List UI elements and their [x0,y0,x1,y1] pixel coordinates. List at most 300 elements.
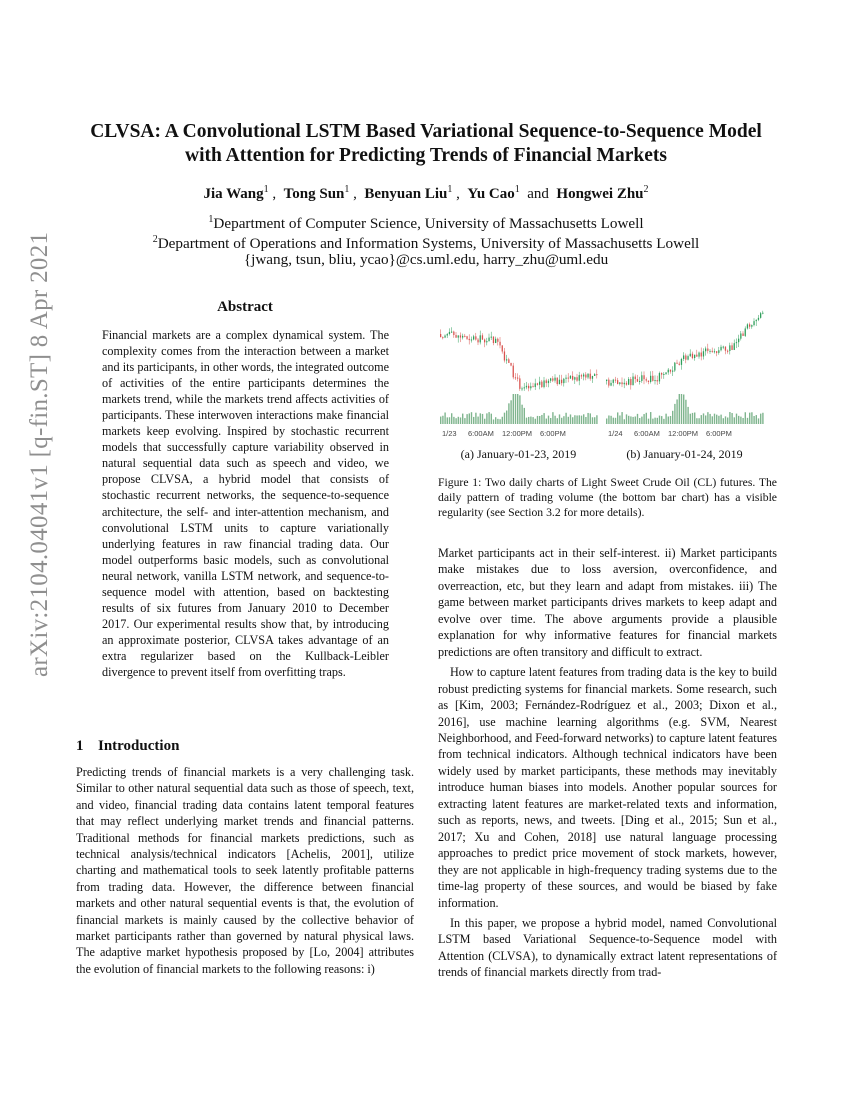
volume-bar [718,416,719,424]
candle-body [486,341,487,342]
candle-body [720,347,721,350]
candle-body [453,332,454,335]
volume-bar [508,403,509,424]
volume-bar [497,419,498,424]
volume-bar [670,416,671,424]
volume-bar [643,414,644,424]
tick-label: 6:00PM [706,429,732,438]
candle-body [539,382,540,385]
candle-body [462,336,463,338]
candle-body [670,370,671,372]
volume-bar [574,415,575,424]
paragraph: In this paper, we propose a hybrid model, named Convolutional LSTM based Variational Sequence-to-Sequence model with Attention (CLVSA), to dynamically extract latent representations of trends of financial markets directly from trad- [438,915,777,980]
author-affil-mark: 1 [514,184,520,195]
subcaption-a: (a) January-01-23, 2019 [460,447,577,461]
volume-bar [709,414,710,424]
volume-bar [563,416,564,424]
candle-body [610,383,611,386]
candle-body [756,320,757,321]
candle-body [559,380,560,384]
volume-bar [519,395,520,424]
arxiv-id: arXiv:2104.04041v1 [q-fin.ST] 8 Apr 2021 [26,231,53,677]
author-name: Benyuan Liu [364,186,448,202]
candle-body [617,380,618,384]
volume-bar [751,412,752,424]
candle-body [499,342,500,346]
title-line-2: with Attention for Predicting Trends of Financial Markets [185,145,667,166]
volume-bar [701,415,702,424]
author-affil-mark: 1 [263,184,269,195]
arxiv-stamp [18,231,66,677]
author-affil-mark: 1 [344,184,350,195]
volume-bar [679,394,680,424]
subcaption-b: (b) January-01-24, 2019 [626,447,743,461]
paragraph: Market participants act in their self-interest. ii) Market participants make mistakes due to loss aversion, overconfidence, and overreaction, etc, but they learn and adapt from mistakes. iii) The game between market participants drives markets to keep adapt and evolve over time. The above arguments provide a plausible explanation for why informative features for financial markets predictions are often transitory and difficult to extract. [438,546,777,659]
candle-body [698,353,699,357]
volume-bar [469,413,470,424]
candle-body [561,380,562,383]
volume-bar [637,414,638,424]
authors-and: and [527,186,549,202]
paragraph: How to capture latent features from trading data is the key to build robust predicting systems for financial markets. Some research, such as [Kim, 2003; Fernández-Rodríguez et al., 2003; Dixon et al., 2016], use machine learning algorithms (e.g. SVM, Nearest Neighborhood, and Feed-forward networks) to capture latent features from technical indicators. Although technical indicators have been widely used by market participants, these methods may inevitably introduce human biases into models. Another popular sources for extracting latent features are market-related texts and information, such as reports, news, and tweets. [Ding et al., 2015; Sun et al., 2017; Xu and Cohen, 2018] use natural language processing approaches to predict price movement of stock markets, however, they are not applicable in high-frequency trading systems due to the time-lag property of these sources, and would be biased by fake information. [438,665,777,910]
candlestick-chart-b [602,296,767,426]
candle-body [652,376,653,381]
volume-bar [696,418,697,424]
candle-body [526,386,527,387]
volume-bar [517,394,518,424]
volume-bar [524,408,525,424]
volume-bar [738,416,739,424]
volume-bar [619,415,620,424]
candle-body [546,380,547,383]
candle-body [650,376,651,382]
candle-body [694,355,695,358]
candle-body [690,354,691,356]
volume-bar [716,415,717,424]
volume-bar [548,416,549,424]
volume-bar [462,414,463,424]
volume-bar [694,412,695,424]
candle-body [464,336,465,337]
candle-body [563,379,564,383]
author-name: Jia Wang [203,186,264,202]
volume-bar [681,394,682,424]
volume-bar [626,414,627,424]
volume-bar [606,418,607,424]
volume-bar [617,412,618,424]
candle-body [495,339,496,343]
candle-body [469,339,470,340]
candle-body [674,363,675,371]
volume-bar [583,414,584,424]
volume-bar [495,417,496,424]
volume-bar [535,419,536,424]
volume-bar [554,416,555,424]
volume-bar [546,419,547,424]
volume-bar [471,412,472,424]
candle-body [596,374,597,375]
volume-bar [690,414,691,424]
candle-body [475,336,476,339]
candle-body [621,382,622,384]
volume-bar [714,414,715,424]
title-line-1: CLVSA: A Convolutional LSTM Based Variational Sequence-to-Sequence Model [90,121,762,142]
volume-bar [657,418,658,424]
volume-bar [683,394,684,424]
volume-bar [530,417,531,424]
author-affil-mark: 2 [643,184,649,195]
candle-body [506,359,507,360]
volume-bar [635,416,636,424]
candle-body [504,351,505,360]
volume-bar [515,394,516,424]
volume-bar [652,419,653,424]
volume-bar [576,415,577,424]
tick-label: 1/23 [442,429,457,438]
volume-bar [473,417,474,424]
candle-body [731,345,732,350]
candle-body [451,332,452,333]
candle-body [736,342,737,343]
volume-bar [504,413,505,424]
volume-bar [521,405,522,424]
volume-bar [565,413,566,424]
tick-label: 12:00PM [668,429,699,438]
volume-bar [665,414,666,424]
candle-body [572,376,573,380]
affiliation-1-text: Department of Computer Science, University of Massachusetts Lowell [213,215,644,233]
volume-bar [621,412,622,424]
volume-bar [466,414,467,424]
volume-bar [762,413,763,424]
candle-body [535,383,536,387]
volume-bar [703,413,704,424]
volume-bar [758,418,759,424]
volume-bar [484,419,485,424]
volume-bar [654,418,655,424]
volume-bar [550,418,551,424]
candle-body [760,313,761,318]
volume-bar [692,413,693,424]
volume-bar [747,418,748,424]
volume-bar [590,413,591,424]
candle-body [550,378,551,380]
candle-body [745,328,746,335]
candle-body [594,374,595,376]
candle-body [543,380,544,387]
candle-body [449,332,450,334]
volume-bar [613,418,614,424]
figure-panel-a [436,296,601,444]
volume-bar [458,417,459,424]
candle-body [460,335,461,337]
candle-body [683,355,684,359]
candle-body [723,347,724,348]
volume-bar [491,414,492,424]
volume-bar [561,418,562,424]
volume-bar [720,415,721,424]
candle-body [554,378,555,381]
volume-bar [648,419,649,424]
volume-bar [541,415,542,424]
candle-body [626,383,627,385]
volume-bar [570,414,571,424]
candle-body [574,377,575,379]
candle-body [557,378,558,384]
volume-bar [447,417,448,424]
candle-body [747,324,748,328]
section-number: 1 [76,738,84,754]
candle-body [541,382,542,387]
volume-bar [581,416,582,424]
candle-body [718,350,719,353]
volume-bar [749,413,750,424]
candle-body [579,375,580,381]
candle-body [510,363,511,366]
candle-body [440,334,441,337]
candle-body [762,313,763,314]
volume-bar [440,417,441,424]
candle-body [488,338,489,342]
author-name: Tong Sun [283,186,345,202]
volume-bar [442,416,443,424]
volume-bar [532,417,533,424]
candle-body [729,345,730,351]
affil-mark: 1 [208,214,214,225]
candle-body [576,377,577,380]
candle-body [619,382,620,384]
tick-label: 6:00AM [634,429,660,438]
affil-mark: 2 [152,234,158,245]
candlestick-chart-a [436,296,601,426]
candle-body [480,335,481,342]
volume-bar [685,400,686,424]
volume-bar [453,417,454,424]
volume-bar [510,400,511,424]
candle-body [585,375,586,378]
candle-body [648,381,649,382]
volume-bar [646,413,647,424]
volume-bar [592,417,593,424]
candle-body [528,386,529,388]
volume-bar [760,414,761,424]
abstract-text: Financial markets are a complex dynamical system. The complexity comes from the interaction between a market and its participants, in other words, the integrated outcome of activities of the entire participants determines the markets trend, while the markets trend affects activities of participants. These interwoven interactions make financial markets keep evolving. Inspired by stochastic recurrent models that successfully capture variability observed in natural sequential data such as speech and video, we propose CLVSA, a hybrid model that consists of stochastic recurrent networks, the sequence-to-sequence architecture, the self- and inter-attention mechanism, and convolutional LSTM units to capture variationally underlying features in raw financial trading data. Our model outperforms basic models, such as convolutional neural network, vanilla LSTM network, and sequence-to-sequence model with attention, based on backtesting results of six futures from January 2010 to December 2017. Our experimental results show that, by introducing an approximate posterior, CLVSA takes advantage of an extra regularizer based on the Kullback-Leibler divergence to prevent itself from overfitting traps. [102,328,389,679]
volume-bar [568,417,569,424]
volume-bar [729,412,730,424]
volume-bar [493,419,494,424]
candle-body [692,354,693,358]
candle-body [703,351,704,356]
volume-bar [674,404,675,424]
candle-body [491,337,492,338]
candle-body [714,351,715,352]
volume-bar [499,419,500,424]
volume-bar [698,418,699,424]
candle-body [676,363,677,364]
tick-label: 12:00PM [502,429,533,438]
candle-body [497,339,498,342]
volume-bar [753,416,754,424]
candle-body [570,376,571,379]
candle-body [493,337,494,343]
candle-body [530,386,531,388]
volume-bar [745,412,746,424]
candle-body [583,375,584,377]
volume-bar [624,419,625,424]
volume-bar [444,412,445,424]
volume-bar [460,417,461,424]
candle-body [473,336,474,339]
volume-bar [543,413,544,424]
candle-body [661,373,662,375]
candle-body [613,380,614,383]
candle-body [663,374,664,375]
candle-body [442,337,443,338]
candle-body [524,387,525,388]
volume-bar [579,415,580,424]
candle-body [628,379,629,385]
volume-bar [596,415,597,424]
author-list: Jia Wang$^1$ , Tong Sun$^1$ , Benyuan Liu$^1$ , Yu Cao$^1$ and Hongwei Zhu$^2$ [203,184,649,202]
candle-body [568,378,569,379]
volume-bar [537,416,538,424]
candle-body [751,325,752,327]
candle-body [519,378,520,388]
candle-body [455,335,456,338]
candle-body [643,375,644,379]
volume-bar [585,417,586,424]
candle-body [712,351,713,352]
volume-bar [630,416,631,424]
candle-body [513,366,514,378]
volume-bar [502,417,503,424]
candle-body [635,377,636,380]
volume-bar [610,416,611,424]
candle-body [537,383,538,384]
candle-body [508,359,509,363]
candle-body [637,379,638,382]
volume-bar [663,419,664,424]
candle-body [657,380,658,381]
candle-body [482,335,483,339]
author-emails: {jwang, tsun, bliu, ycao}@cs.uml.edu, harry_zhu@uml.edu [243,251,609,268]
candle-body [701,353,702,357]
candle-body [738,339,739,343]
tick-label: 6:00PM [540,429,566,438]
candle-body [716,351,717,353]
volume-bar [712,416,713,424]
volume-bar [756,415,757,424]
volume-bar [723,418,724,424]
candle-body [630,379,631,385]
candle-body [615,380,616,381]
volume-bar [727,418,728,424]
volume-bar [475,413,476,424]
volume-bar [449,417,450,424]
volume-bar [659,416,660,424]
candle-body [740,333,741,338]
volume-bar [615,418,616,424]
volume-bar [725,416,726,424]
figure-caption: Figure 1: Two daily charts of Light Sweet Crude Oil (CL) futures. The daily pattern of trading volume (the bottom bar chart) has a visible regularity (see Section 3.2 for more details). [438,476,777,519]
volume-bar [572,417,573,424]
candle-body [665,372,666,374]
candle-body [734,343,735,350]
volume-bar [486,413,487,424]
candle-body [725,347,726,351]
volume-bar [731,413,732,424]
volume-bar [661,416,662,424]
volume-bar [687,407,688,424]
volume-bar [676,399,677,424]
candle-body [679,364,680,365]
section-title: Introduction [98,738,180,754]
candle-body [668,370,669,373]
volume-bar [641,417,642,424]
right-column-text [438,545,777,981]
candle-body [753,321,754,325]
candle-body [590,374,591,379]
candle-body [624,383,625,384]
candle-body [587,374,588,378]
candle-body [581,375,582,376]
candle-body [749,324,750,326]
candle-body [709,351,710,352]
candle-body [639,381,640,382]
volume-bar [455,418,456,424]
candle-body [696,355,697,357]
author-name: Yu Cao [467,186,515,202]
volume-bar [557,418,558,424]
volume-bar [477,417,478,424]
candle-body [592,376,593,379]
intro-text: Predicting trends of financial markets is a very challenging task. Similar to other natural sequential data such as those of speech, text, and video, financial trading data contains latent temporal features that may reflect underlying market trends and financial patterns. Traditional methods for financial markets predictions, such as technical analysis/technical indicators [Achelis, 2001], utilize charting and mathematical tools to seek latently profitable patterns from trading data. However, the difference between financial markets and other natural sequential events is that, the evolution of financial markets is mainly caused by the collective behavior of market participants rather than governed by natural physical laws. The adaptive market hypothesis proposed by [Lo, 2004] attributes the evolution of financial markets to the following reasons: i) [76,765,414,976]
volume-bar [705,415,706,424]
candle-body [632,377,633,386]
author-name: Hongwei Zhu [556,186,644,202]
volume-bar [742,418,743,424]
candle-body [646,379,647,380]
candle-body [685,355,686,359]
abstract-heading: Abstract [217,299,273,315]
section-heading [76,738,179,755]
candle-body [606,380,607,381]
candle-body [659,373,660,381]
volume-bar [594,417,595,424]
volume-bar [672,411,673,424]
candle-body [681,359,682,365]
candle-body [565,378,566,379]
volume-bar [632,417,633,424]
volume-bar [526,418,527,424]
volume-bar [480,413,481,424]
candle-body [608,380,609,386]
candle-body [502,345,503,351]
volume-bar [528,417,529,424]
tick-label: 6:00AM [468,429,494,438]
volume-bar [650,412,651,424]
volume-bar [513,394,514,424]
candle-body [641,375,642,381]
candle-body [466,336,467,339]
candle-body [758,318,759,320]
tick-label: 1/24 [608,429,623,438]
volume-bar [506,411,507,424]
candle-body [447,334,448,336]
candle-body [548,381,549,383]
volume-bar [668,416,669,424]
volume-bar [552,412,553,424]
